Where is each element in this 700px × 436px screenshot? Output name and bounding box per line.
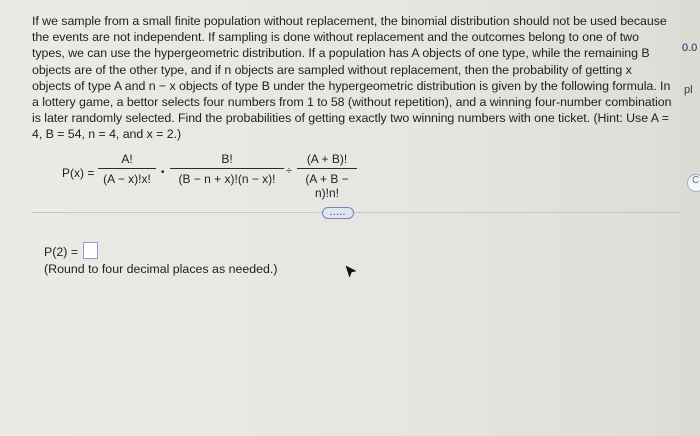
fraction-a [98,152,156,186]
fraction-b-denominator: (B − n + x)!(n − x)! [178,172,276,186]
problem-statement: If we sample from a small finite population without replacement, the binomial distribution should not be used because the events are not independent. If sampling is done without replacement and the outcomes belong to one of two types, we can use the hypergeometric distribution. If a population has A objects of one type, while the remaining B objects are of the other type, and if n objects are sampled without replacement, then the probability of getting x objects of type A and n − x objects of type B under the hypergeometric distribution is given by the following formula. In a lottery game, a bettor selects four numbers from 1 to 58 (without repetition), and a winning four-number combination is later randomly selected. Find the probabilities of getting exactly two winning numbers with one ticket. (Hint: Use A = 4, B = 54, n = 4, and x = 2.) [32,14,672,142]
answer-input[interactable] [83,242,98,259]
right-panel-value: 0.0 [682,42,698,54]
fraction-c-numerator: (A + B)! [297,152,357,169]
side-circle-symbol: C [692,175,700,186]
hypergeometric-formula [62,148,352,200]
expand-more-button[interactable]: ..... [322,207,354,219]
fraction-c [297,152,357,200]
fraction-b [170,152,284,186]
fraction-a-denominator: (A − x)!x! [103,172,151,186]
side-circle-icon[interactable] [687,174,700,192]
right-panel-strip [680,0,700,436]
fraction-b-numerator: B! [170,152,284,169]
right-panel-word: pl [684,84,693,96]
fraction-a-numerator: A! [98,152,156,169]
formula-lhs: P(x) = [62,166,95,180]
rounding-note: (Round to four decimal places as needed.) [44,262,278,276]
answer-row [44,242,98,259]
fraction-c-denominator: (A + B − n)!n! [305,172,349,200]
multiply-dot: • [161,167,165,178]
answer-label: P(2) = [44,245,79,259]
divide-sign: ÷ [286,165,293,177]
section-divider [32,212,700,213]
pointer-arrow-icon [345,265,357,279]
